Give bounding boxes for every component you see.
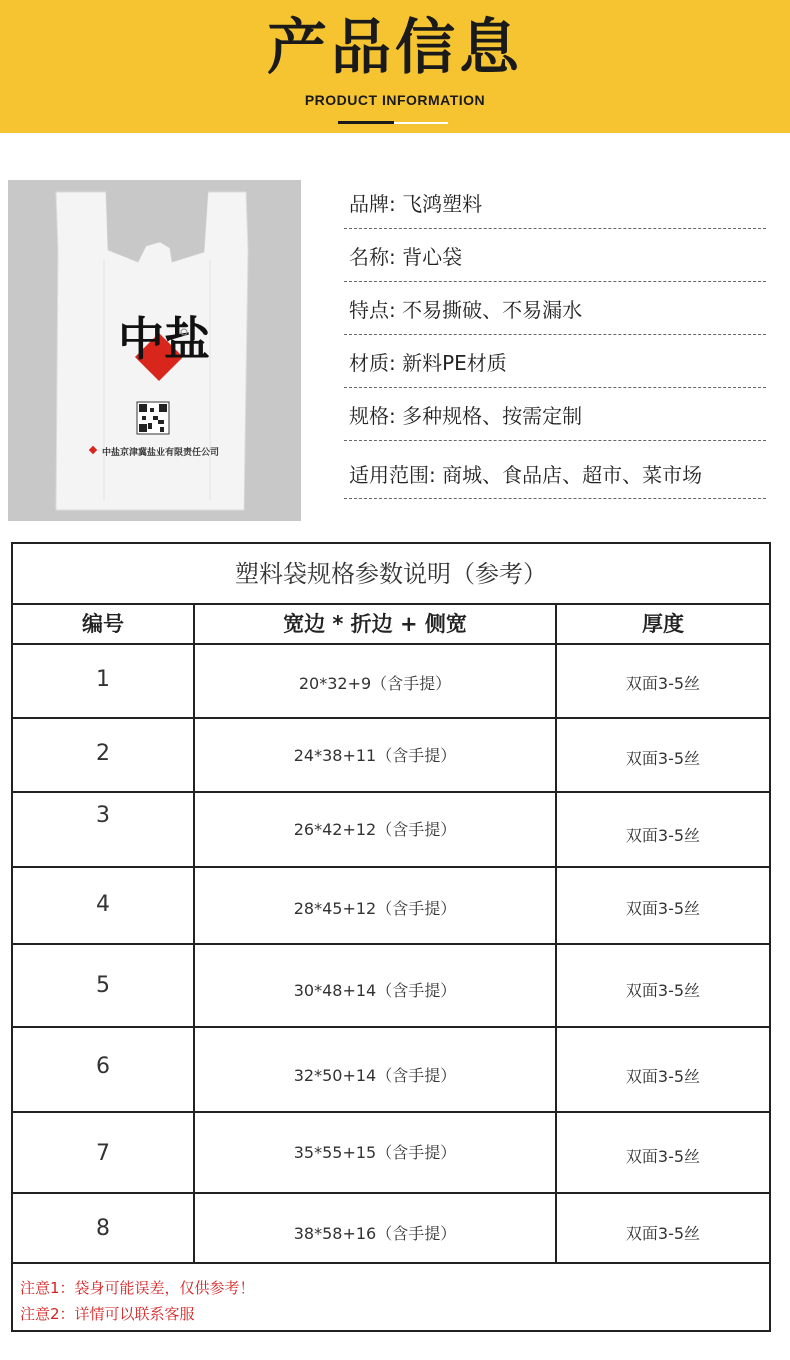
table-row bbox=[13, 793, 769, 868]
row-number: 4 bbox=[96, 892, 110, 917]
table-row bbox=[13, 868, 769, 945]
row-size: 26*42+12（含手提） bbox=[293, 820, 457, 839]
table-header-row bbox=[13, 605, 769, 645]
product-photo bbox=[8, 180, 301, 521]
table-row bbox=[13, 645, 769, 719]
note-2: 注意2：详情可以联系客服 bbox=[20, 1305, 195, 1323]
row-thickness: 双面3-5丝 bbox=[625, 826, 701, 845]
row-number: 5 bbox=[96, 973, 110, 998]
row-size: 32*50+14（含手提） bbox=[293, 1066, 457, 1085]
info-row-brand bbox=[344, 176, 766, 229]
row-thickness: 双面3-5丝 bbox=[625, 1147, 701, 1166]
row-number: 3 bbox=[96, 803, 110, 828]
product-info-list bbox=[344, 176, 766, 499]
info-row-name bbox=[344, 229, 766, 282]
row-thickness: 双面3-5丝 bbox=[625, 899, 701, 918]
table-row bbox=[13, 945, 769, 1028]
info-row-feature bbox=[344, 282, 766, 335]
page-title: 产品信息 bbox=[267, 13, 523, 83]
row-size: 30*48+14（含手提） bbox=[293, 981, 457, 1000]
info-material: 材质: 新料PE材质 bbox=[349, 351, 507, 375]
title-underline-dark bbox=[338, 121, 394, 124]
vest-bag-illustration bbox=[8, 180, 301, 521]
info-brand: 品牌: 飞鸿塑料 bbox=[349, 192, 483, 216]
row-number: 8 bbox=[96, 1216, 110, 1241]
row-thickness: 双面3-5丝 bbox=[625, 749, 701, 768]
notes bbox=[20, 1275, 255, 1327]
company-name: 中盐京津冀盐业有限责任公司 bbox=[102, 448, 220, 458]
row-size: 35*55+15（含手提） bbox=[293, 1143, 457, 1162]
table-row bbox=[13, 1194, 769, 1264]
info-name: 名称: 背心袋 bbox=[349, 245, 463, 269]
row-number: 6 bbox=[96, 1054, 110, 1079]
info-spec: 规格: 多种规格、按需定制 bbox=[349, 404, 583, 428]
row-thickness: 双面3-5丝 bbox=[625, 1224, 701, 1243]
row-number: 2 bbox=[96, 741, 110, 766]
table-row bbox=[13, 719, 769, 793]
qr-code-icon bbox=[137, 402, 169, 434]
row-thickness: 双面3-5丝 bbox=[625, 1067, 701, 1086]
row-size: 38*58+16（含手提） bbox=[293, 1224, 457, 1243]
title-underline-light bbox=[394, 122, 448, 124]
row-size: 28*45+12（含手提） bbox=[293, 899, 457, 918]
row-number: 1 bbox=[96, 667, 110, 692]
header-banner bbox=[0, 0, 790, 133]
header-number: 编号 bbox=[82, 612, 124, 636]
spec-table bbox=[11, 542, 771, 1332]
info-row-material bbox=[344, 335, 766, 388]
table-row bbox=[13, 1028, 769, 1113]
row-size: 24*38+11（含手提） bbox=[293, 746, 457, 765]
row-size: 20*32+9（含手提） bbox=[298, 674, 452, 693]
table-title: 塑料袋规格参数说明（参考） bbox=[13, 544, 769, 605]
page-subtitle: PRODUCT INFORMATION bbox=[304, 92, 486, 108]
row-number: 7 bbox=[96, 1141, 110, 1166]
info-feature: 特点: 不易撕破、不易漏水 bbox=[349, 298, 583, 322]
header-size: 宽边 * 折边 + 侧宽 bbox=[193, 605, 555, 643]
note-1: 注意1：袋身可能误差，仅供参考！ bbox=[20, 1279, 255, 1297]
info-usage: 适用范围: 商城、食品店、超市、菜市场 bbox=[349, 463, 703, 487]
row-thickness: 双面3-5丝 bbox=[625, 674, 701, 693]
info-row-spec bbox=[344, 388, 766, 441]
header-thickness: 厚度 bbox=[555, 605, 769, 643]
info-row-usage bbox=[344, 441, 766, 499]
brand-logo-text: 中盐 bbox=[118, 312, 210, 366]
row-thickness: 双面3-5丝 bbox=[625, 981, 701, 1000]
table-row bbox=[13, 1113, 769, 1194]
